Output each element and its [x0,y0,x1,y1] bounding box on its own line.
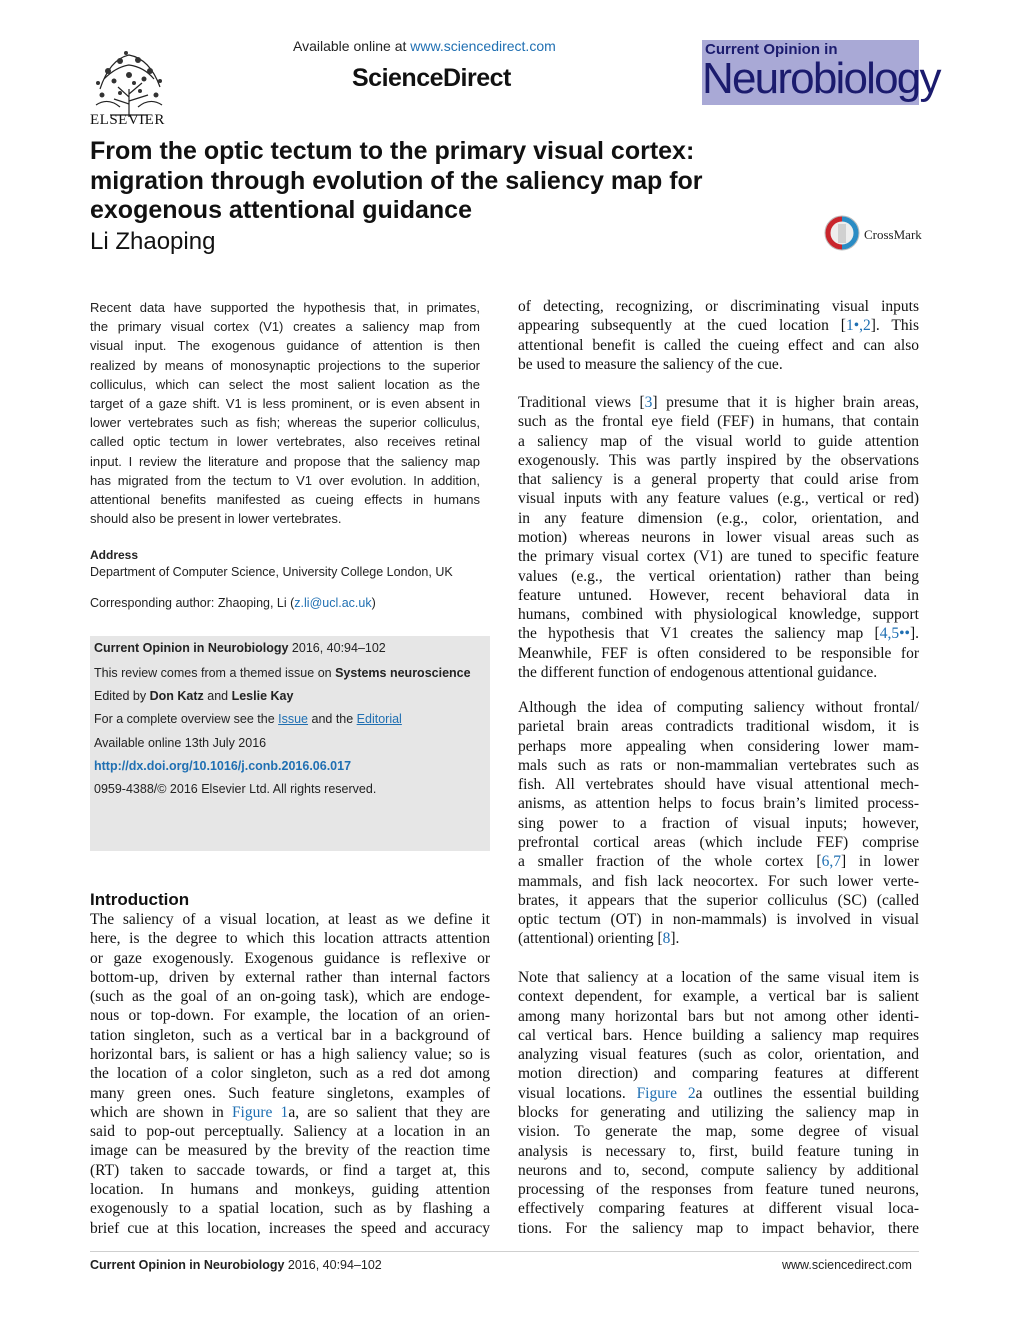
body-line: motion direction) and comparing features at different [518,1065,919,1083]
abstract-line: should also be present in lower vertebrates. [90,511,342,527]
introduction-body [90,910,490,1238]
abstract-line: the primary visual cortex (V1) creates a saliency map from [90,319,480,335]
abstract-line: attentional benefits manifested as cueing effects in humans [90,492,480,508]
reference-link-1-2[interactable]: 1•,2 [845,317,871,335]
body-line: sing power to a fraction of visual inputs; however, [518,814,919,832]
body-line: mammals, and fish lack neocortex. For such lower verte- [518,872,919,890]
info-editor-1: Don Katz [149,689,204,703]
body-line: anisms, as attention helps to focus brain’s limited process- [518,795,919,813]
intro-line: (such as the goal of an on-going task), which are endoge- [90,988,490,1006]
intro-line: location. In humans and monkeys, guiding attention [90,1180,490,1198]
body-line: prefrontal cortical areas (which include FEF) comprise [518,833,919,851]
corresponding-author [90,596,376,610]
intro-line: brief cue at this location, increases the speed and accuracy [90,1219,490,1237]
abstract-line: input. I review the literature and propose that the saliency map [90,453,480,469]
reference-link-4-5[interactable]: 4,5•• [879,625,910,643]
info-citation-text: 2016, 40:94–102 [288,641,386,655]
abstract-line: realized by means of monosynaptic projections to the superior [90,357,480,373]
body-line: exogenously. This was partly inspired by the observations [518,451,919,469]
abstract-line: has migrated from the tectum to V1 over evolution. In addition, [90,472,480,488]
abstract-line: Recent data have supported the hypothesis that, in primates, [90,300,480,315]
right-paragraph-4 [518,968,919,1238]
body-line: tions. For the saliency map to impact behavior, there [518,1219,919,1237]
corresp-prefix: Corresponding author: Zhaoping, Li ( [90,596,295,610]
body-line-text: the hypothesis that V1 creates the saliency map [ [518,625,880,643]
info-overview-prefix: For a complete overview see the [94,712,279,726]
intro-line: or gaze exogenously. Exogenous guidance is reflexive or [90,949,490,967]
info-editor-2: Leslie Kay [231,689,294,703]
publisher-name: ELSEVIER [90,112,165,128]
body-line: be used to measure the saliency of the cue. [518,355,783,373]
footer-citation-text: 2016, 40:94–102 [284,1258,382,1272]
info-theme-prefix: This review comes from a themed issue on [94,666,336,680]
body-line: among many horizontal bars but not among other identi- [518,1007,919,1025]
info-overview-mid: and the [308,712,357,726]
address-heading: Address [90,548,139,562]
intro-line: horizontal bars, is salient or has a high saliency value; so is [90,1045,490,1063]
abstract-line: called optic tectum in lower vertebrates, also receives retinal [90,434,480,450]
body-line [518,316,919,335]
article-author: Li Zhaoping [90,228,216,255]
body-line: humans, combined with physiological knowledge, support [518,606,919,624]
info-editors [94,689,293,703]
footer-site-link[interactable]: www.sciencedirect.com [782,1258,912,1272]
body-line [518,1084,919,1103]
introduction-heading: Introduction [90,890,190,909]
intro-line: tation singleton, such as a vertical bar in a background of [90,1026,490,1044]
body-line: that saliency is a general property that could arise from [518,471,919,489]
body-line: parietal brain areas contradicts traditional wisdom, it is [518,718,919,736]
body-line: of detecting, recognizing, or discriminating visual inputs [518,298,919,315]
body-line: Although the idea of computing saliency without frontal/ [518,699,919,716]
abstract-line: colliculus, which can select the most salient location as the [90,376,480,392]
body-line: vision. To generate the map, some degree of visual [518,1123,919,1141]
intro-line: (RT) taken to saccade towards, or find a target at, this [90,1161,490,1179]
body-line-text: ]. [670,930,680,948]
body-line-text: appearing subsequently at the cued location [ [518,317,846,335]
info-edited-prefix: Edited by [94,689,150,703]
intro-line: many green ones. Such feature singletons, examples of [90,1084,490,1102]
intro-line: bottom-up, driven by external rather than internal factors [90,968,490,986]
abstract [90,298,480,528]
intro-line: here, is the degree to which this location attracts attention [90,930,490,948]
editorial-link[interactable]: Editorial [356,712,402,726]
body-line-text: Traditional views [ [518,394,645,411]
footer-divider [90,1251,919,1252]
body-line: context dependent, for example, a vertical bar is salient [518,988,919,1006]
info-theme-name: Systems neuroscience [335,666,471,680]
body-line: fish. All vertebrates should have visual attentional mech- [518,776,919,794]
article-title [90,137,770,226]
address-text: Department of Computer Science, University College London, UK [90,565,453,579]
body-line: attentional benefit is called the cueing effect and can also [518,336,919,354]
body-line [518,929,919,948]
body-line: the different function of endogenous attentional guidance. [518,663,878,681]
reference-link-8[interactable]: 8 [662,930,671,948]
abstract-line: lower vertebrates such as fish; whereas the superior colliculus, [90,415,480,431]
body-line: a saliency map of the visual world to guide attention [518,432,919,450]
body-line: analyzing visual features (such as color, orientation, and [518,1046,919,1064]
crossmark-label[interactable]: CrossMark [864,227,922,242]
body-line: visual inputs with any feature values (e.g., vertical or red) [518,490,919,508]
intro-line: the location of a color singleton, such as a red dot among [90,1065,490,1083]
body-line: neurons and to, second, compute saliency by additional [518,1161,919,1179]
figure-1-link[interactable]: Figure 1 [231,1103,289,1121]
info-copyright: 0959-4388/© 2016 Elsevier Ltd. All rights reserved. [94,782,377,796]
intro-line: image can be measured by the brevity of the reaction time [90,1142,490,1160]
info-journal: Current Opinion in Neurobiology [94,641,289,655]
body-line: perhaps more appealing when considering lower mam- [518,737,919,755]
body-line [518,393,919,412]
body-line: in any feature dimension (e.g., color, orientation, and [518,509,919,527]
body-line-text: ] in lower [840,853,919,871]
body-line-text: ]. [909,625,919,643]
body-line-text: ] presume that it is higher brain areas, [652,394,919,411]
info-theme [94,666,471,680]
body-line: effectively comparing features at different visual loca- [518,1200,919,1218]
intro-line-text: which are shown in [90,1103,232,1121]
footer-journal: Current Opinion in Neurobiology [90,1258,285,1272]
body-line: values (e.g., the vertical orientation) rather than being [518,567,919,585]
right-paragraph-3 [518,698,919,949]
info-overview [94,712,402,726]
body-line-text: ]. This [870,317,919,335]
intro-line: nous or top-down. For example, the location of an orien- [90,1007,490,1025]
journal-banner-top: Current Opinion in [705,41,838,58]
title-line: From the optic tectum to the primary visual cortex: [90,137,695,165]
body-line-text: visual locations. [518,1084,637,1102]
title-line: migration through evolution of the saliency map for [90,166,703,195]
right-paragraph-2 [518,393,919,682]
available-online-prefix: Available online at [293,38,411,54]
issue-link[interactable]: Issue [278,712,309,726]
abstract-line: visual input. The exogenous guidance of attention is then [90,338,480,354]
body-line [518,624,919,643]
body-line [518,852,919,871]
title-line: exogenous attentional guidance [90,196,472,225]
body-line: mals such as rats or non-mammalian vertebrates such as [518,756,919,774]
footer-citation [90,1258,382,1272]
body-line: Note that saliency at a location of the same visual item is [518,969,919,986]
figure-2-link[interactable]: Figure 2 [636,1084,696,1102]
body-line: analysis is necessary to, first, build feature tuning in [518,1142,919,1160]
doi-link[interactable]: http://dx.doi.org/10.1016/j.conb.2016.06.017 [94,759,352,773]
body-line-text: a outlines the essential building [695,1084,919,1102]
intro-line: The saliency of a visual location, at least as we define it [90,911,490,928]
intro-line-text: a, are so salient that they are [288,1103,490,1121]
body-line: feature untuned. However, recent behavioral data in [518,586,919,604]
body-line: brates, it appears that the superior colliculus (SC) (called [518,891,919,909]
body-line: blocks for generating and utilizing the saliency map in [518,1103,919,1121]
body-line: Meanwhile, FEF is often considered to be responsible for [518,644,919,662]
sciencedirect-link[interactable]: www.sciencedirect.com [410,38,556,54]
info-citation [94,641,386,655]
corresp-suffix: ) [371,596,376,610]
right-paragraph-1 [518,297,919,374]
reference-link-6-7[interactable]: 6,7 [821,853,841,871]
body-line: cal vertical bars. Hence building a saliency map requires [518,1026,919,1044]
body-line: motion) whereas neurons in lower visual areas such as [518,528,919,546]
info-doi [94,759,351,773]
info-available: Available online 13th July 2016 [94,736,267,750]
intro-line: said to pop-out perceptually. Saliency at a location in an [90,1123,490,1141]
body-line: optic tectum (OT) in non-mammals) is involved in visual [518,911,919,929]
intro-line [90,1103,490,1122]
body-line: processing of the responses from feature tuned neurons, [518,1181,919,1199]
available-online [293,38,556,54]
info-and: and [203,689,232,703]
reference-link-3[interactable]: 3 [644,394,653,411]
abstract-line: target of a gaze shift. V1 is less prominent, or is even absent in [90,396,480,412]
sciencedirect-wordmark: ScienceDirect [352,64,511,92]
body-line-text: a smaller fraction of the whole cortex [ [518,853,822,871]
body-line-text: (attentional) orienting [ [518,930,663,948]
journal-banner-name: Neurobiology [702,54,940,103]
author-email-link[interactable]: z.li@ucl.ac.uk [294,596,372,610]
crossmark-icon[interactable] [823,214,861,252]
body-line: the primary visual cortex (V1) are tuned to specific feature [518,548,919,566]
intro-line: exogenously to a spatial location, such as by flashing a [90,1200,490,1218]
body-line: such as the frontal eye field (FEF) in humans, that contain [518,413,919,431]
